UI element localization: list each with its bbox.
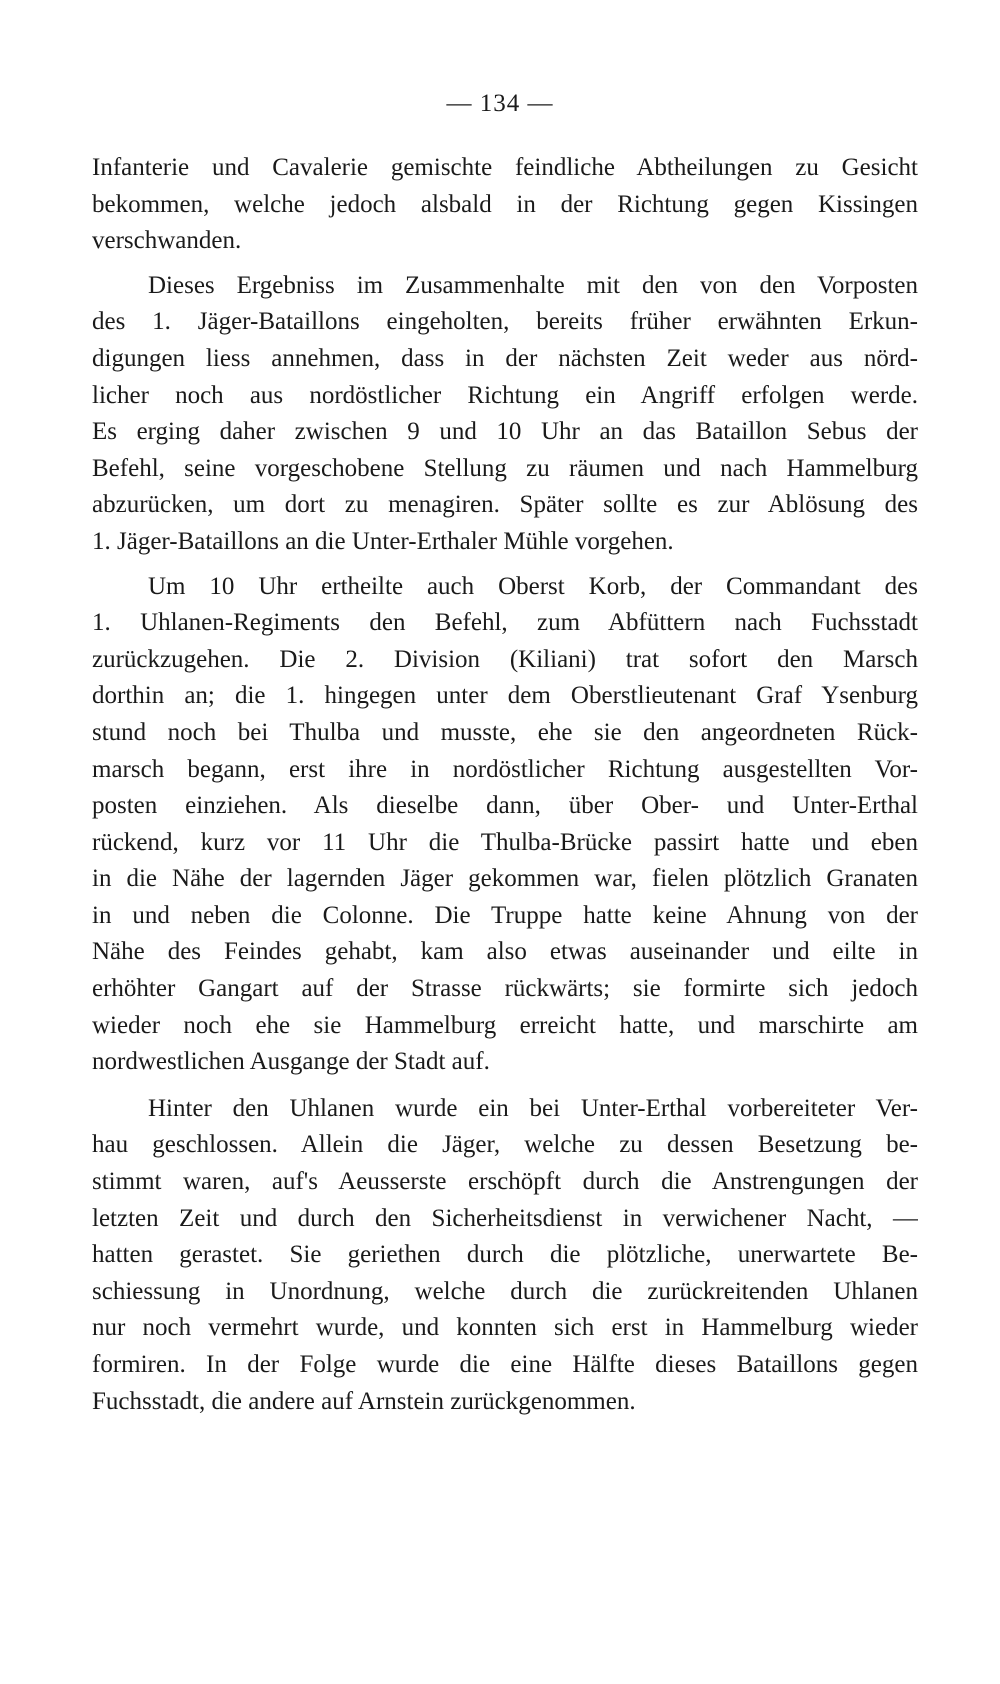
text-line: verschwanden.: [92, 227, 242, 255]
text-line: hatten gerastet. Sie geriethen durch die plötzliche, unerwartete Be-: [92, 1241, 918, 1269]
text-line: Infanterie und Cavalerie gemischte feindliche Abtheilungen zu Gesicht: [92, 154, 918, 181]
text-line: Befehl, seine vorgeschobene Stellung zu räumen und nach Hammelburg: [92, 454, 918, 482]
text-line: rückend, kurz vor 11 Uhr die Thulba-Brücke passirt hatte und eben: [92, 828, 918, 856]
text-line: Fuchsstadt, die andere auf Arnstein zurückgenommen.: [92, 1387, 636, 1415]
text-line: hau geschlossen. Allein die Jäger, welche zu dessen Besetzung be-: [92, 1131, 918, 1159]
text-line: 1. Uhlanen-Regiments den Befehl, zum Abfüttern nach Fuchsstadt: [92, 609, 918, 637]
text-line: Hinter den Uhlanen wurde ein bei Unter-Erthal vorbereiteter Ver-: [148, 1094, 918, 1122]
text-line: erhöhter Gangart auf der Strasse rückwärts; sie formirte sich jedoch: [92, 975, 918, 1003]
text-line: Um 10 Uhr ertheilte auch Oberst Korb, der Commandant des: [148, 572, 918, 600]
text-line: bekommen, welche jedoch alsbald in der Richtung gegen Kissingen: [92, 190, 918, 218]
text-line: 1. Jäger-Bataillons an die Unter-Erthaler Mühle vorgehen.: [92, 527, 674, 555]
text-line: formiren. In der Folge wurde die eine Hälfte dieses Bataillons gegen: [92, 1351, 918, 1378]
text-line: digungen liess annehmen, dass in der nächsten Zeit weder aus nörd-: [92, 344, 918, 372]
text-line: licher noch aus nordöstlicher Richtung ein Angriff erfolgen werde.: [92, 381, 918, 409]
paragraph-3: [92, 569, 918, 1081]
text-line: des 1. Jäger-Bataillons eingeholten, bereits früher erwähnten Erkun-: [92, 308, 918, 336]
text-line: abzurücken, um dort zu menagiren. Später sollte es zur Ablösung des: [92, 491, 918, 519]
text-line: marsch begann, erst ihre in nordöstlicher Richtung ausgestellten Vor-: [92, 755, 918, 783]
text-line: nur noch vermehrt wurde, und konnten sich erst in Hammelburg wieder: [92, 1314, 918, 1342]
text-line: zurückzugehen. Die 2. Division (Kiliani) trat sofort den Marsch: [92, 645, 918, 673]
paragraph-2: [92, 268, 918, 561]
text-line: Dieses Ergebniss im Zusammenhalte mit den von den Vorposten: [148, 271, 918, 299]
text-line: schiessung in Unordnung, welche durch die zurückreitenden Uhlanen: [92, 1277, 918, 1305]
body-text: [92, 150, 918, 1420]
paragraph-1: [92, 150, 918, 260]
text-line: stund noch bei Thulba und musste, ehe sie den angeordneten Rück-: [92, 718, 918, 746]
text-line: Nähe des Feindes gehabt, kam also etwas auseinander und eilte in: [92, 938, 918, 966]
text-line: dorthin an; die 1. hingegen unter dem Oberstlieutenant Graf Ysenburg: [92, 682, 918, 710]
text-line: letzten Zeit und durch den Sicherheitsdienst in verwichener Nacht, —: [92, 1204, 918, 1232]
page-number: — 134 —: [446, 90, 554, 117]
text-line: stimmt waren, auf's Aeusserste erschöpft durch die Anstrengungen der: [92, 1168, 918, 1196]
text-line: in die Nähe der lagernden Jäger gekommen war, fielen plötzlich Granaten: [92, 865, 918, 893]
text-line: posten einziehen. Als dieselbe dann, über Ober- und Unter-Erthal: [92, 792, 918, 820]
text-line: nordwestlichen Ausgange der Stadt auf.: [92, 1048, 490, 1076]
text-line: in und neben die Colonne. Die Truppe hatte keine Ahnung von der: [92, 901, 918, 929]
paragraph-4: [92, 1091, 918, 1420]
text-line: wieder noch ehe sie Hammelburg erreicht hatte, und marschirte am: [92, 1011, 918, 1039]
text-line: Es erging daher zwischen 9 und 10 Uhr an das Bataillon Sebus der: [92, 418, 918, 446]
